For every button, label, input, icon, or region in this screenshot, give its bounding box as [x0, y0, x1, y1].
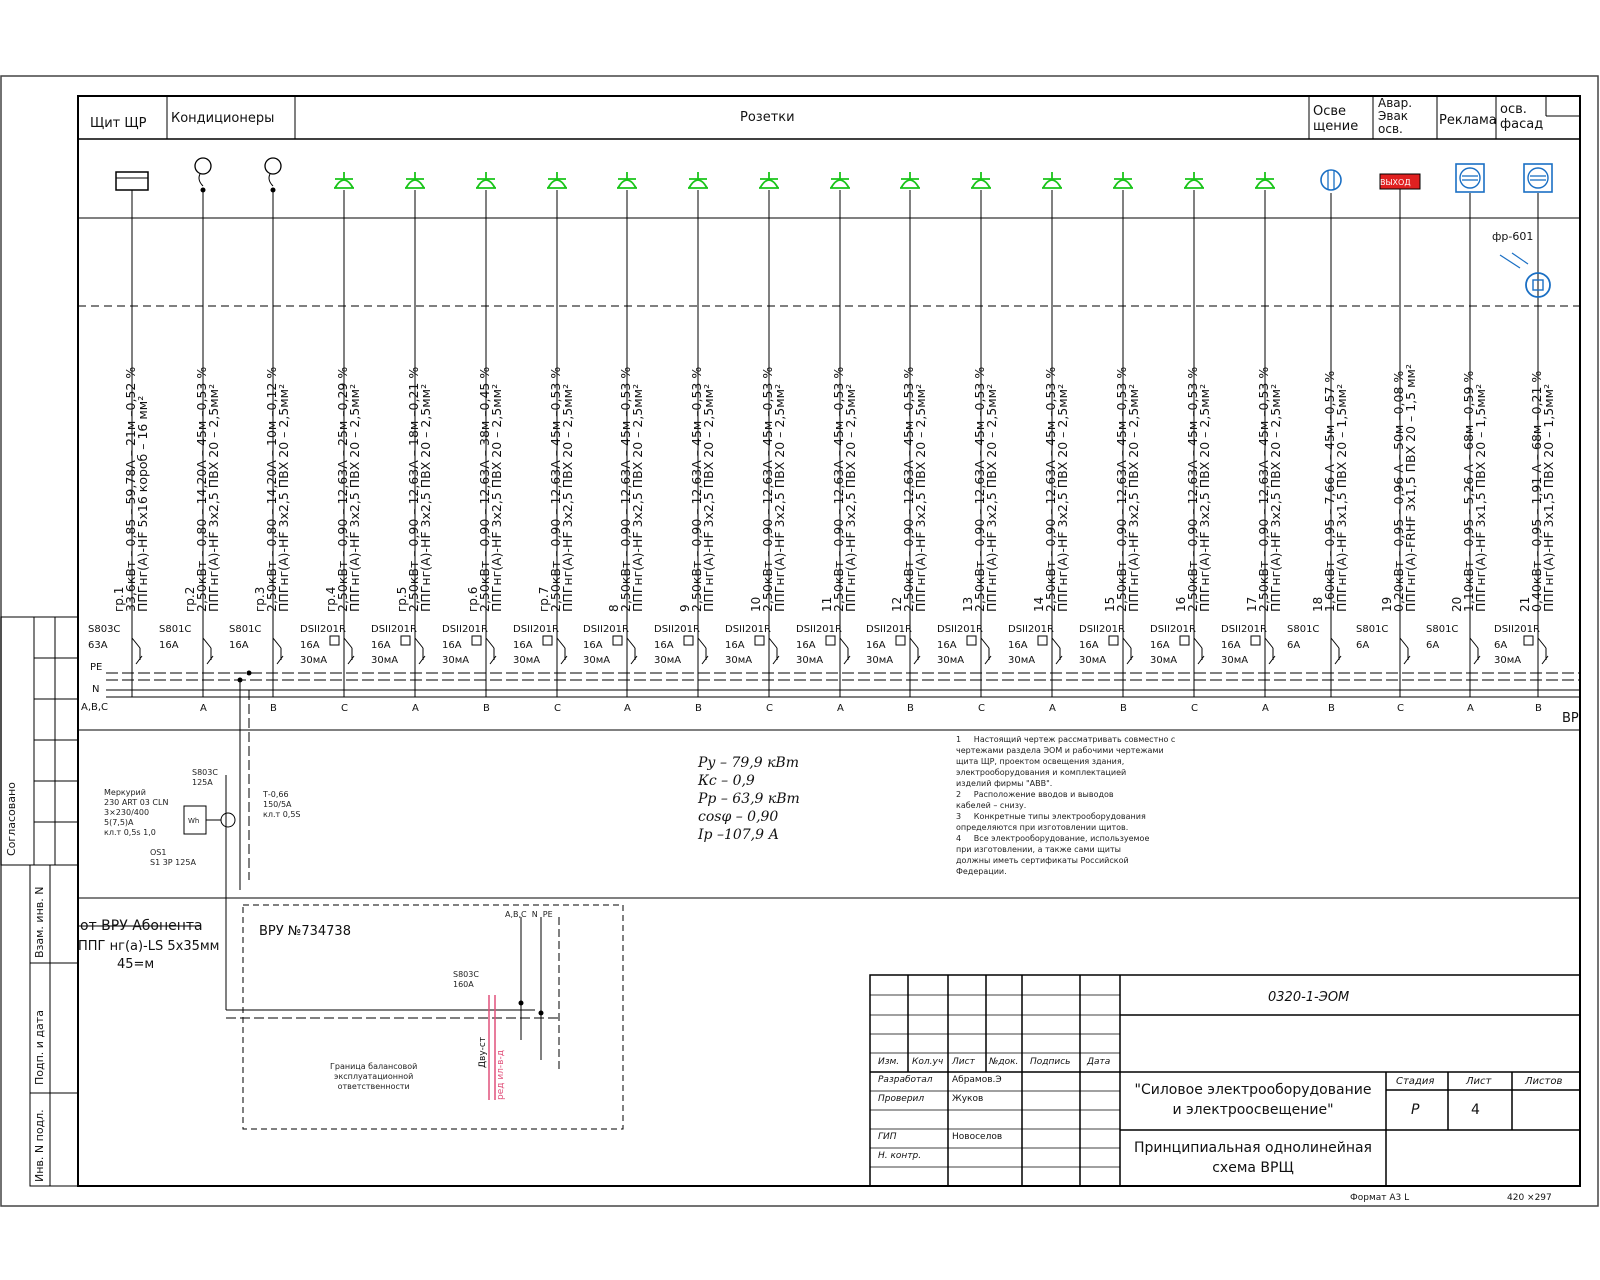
circuit-breaker-rating-10: 16А — [725, 640, 745, 651]
junction-dot — [519, 1001, 524, 1006]
breaker-symbol-13 — [967, 636, 991, 697]
circuit-phase-16: C — [1191, 703, 1198, 714]
circuit-cable-9: ППГнг(А)-HF 3х2,5 ПВХ 20 – 2,5мм² — [701, 383, 716, 612]
header-sockets: Розетки — [740, 110, 795, 125]
boundary-text: Граница балансовой эксплуатационной ответственности — [330, 1062, 418, 1091]
breaker-symbol-14 — [1038, 636, 1062, 697]
load-symbol-8 — [617, 172, 637, 188]
circuit-phase-20: A — [1467, 703, 1474, 714]
circuit-params-12: 2,50кВт – 0,90 – 12,63А – 45м –0,53 % — [901, 366, 916, 612]
circuit-params-7: 2,50кВт – 0,90 – 12,63А – 45м –0,53 % — [548, 366, 563, 612]
circuit-breaker-rating-20: 6А — [1426, 640, 1440, 651]
tb-header-cell: Изм. — [878, 1057, 900, 1067]
circuit-group-6: гр.6 — [466, 586, 480, 612]
note-line: кабелей – снизу. — [956, 801, 1027, 810]
circuit-breaker-rating-14: 16А — [1008, 640, 1028, 651]
circuit-breaker-rating-13: 16А — [937, 640, 957, 651]
load-symbol-1 — [116, 172, 148, 190]
vru-breaker: S803C 160А — [453, 970, 479, 989]
circuit-params-15: 2,50кВт – 0,90 – 12,63А – 45м –0,53 % — [1114, 366, 1129, 612]
circuit-phase-11: A — [837, 703, 844, 714]
header-panel: Щит ЩР — [90, 116, 147, 131]
circuit-phase-18: B — [1328, 703, 1335, 714]
circuit-params-14: 2,50кВт – 0,90 – 12,63А – 45м –0,53 % — [1043, 366, 1058, 612]
breaker-symbol-5 — [401, 636, 425, 697]
circuit-cable-12: ППГнг(А)-HF 3х2,5 ПВХ 20 – 2,5мм² — [913, 383, 928, 612]
circuit-breaker-rating-19: 6А — [1356, 640, 1370, 651]
circuit-group-15: 15 — [1103, 596, 1117, 612]
circuit-params-19: 0,20кВт – 0,95 – 0,96 А – 50м –0,08 % — [1391, 370, 1406, 612]
circuit-breaker-type-4: DSII201R — [300, 624, 346, 635]
circuit-params-20: 1,10кВт – 0,95 – 5,26 А – 68м –0,59 % — [1461, 370, 1476, 612]
breaker-symbol-9 — [684, 636, 708, 697]
breaker-symbol-20 — [1470, 638, 1480, 697]
circuit-rcd-4: 30мА — [300, 655, 328, 666]
load-symbol-5 — [405, 172, 425, 188]
input-cable: ППГ нг(а)-LS 5х35мм — [78, 939, 220, 954]
load-symbol-7 — [547, 172, 567, 188]
load-symbol-16 — [1184, 172, 1204, 188]
load-symbol-6 — [476, 172, 496, 188]
load-symbol-3 — [265, 158, 281, 193]
circuit-cable-2: ППГнг(А)-HF 3х2,5 ПВХ 20 – 2,5мм² — [206, 383, 221, 612]
circuit-params-1: 33,6кВт – 0,85 – 59,78А – 21м –0,52 % — [123, 366, 138, 612]
circuit-params-17: 2,50кВт – 0,90 – 12,63А – 45м –0,53 % — [1256, 366, 1271, 612]
circuit-rcd-10: 30мА — [725, 655, 753, 666]
stamp-agreed: Согласовано — [5, 782, 18, 856]
stamp-sign-date: Подп. и дата — [33, 1010, 46, 1085]
tb-header-cell: Подпись — [1030, 1057, 1071, 1067]
note-line: должны иметь сертификаты Российской — [956, 856, 1129, 865]
circuit-group-17: 17 — [1245, 596, 1259, 612]
breaker-symbol-19 — [1400, 638, 1410, 697]
breaker-symbol-4 — [330, 636, 354, 697]
tb-name: Новоселов — [952, 1132, 1003, 1142]
circuit-rcd-11: 30мА — [796, 655, 824, 666]
boundary-vertical-text: Дву-ст — [478, 1036, 488, 1068]
meter-breaker-top: S803C 125А — [192, 768, 218, 787]
header-advert: Реклама — [1439, 113, 1497, 128]
breaker-symbol-18 — [1331, 638, 1341, 697]
breaker-symbol-3 — [273, 638, 283, 697]
circuit-params-6: 2,50кВт – 0,90 – 12,63А – 38м –0,45 % — [477, 366, 492, 612]
meter-breaker-bottom: OS1 S1 3P 125А — [150, 848, 196, 867]
circuit-phase-2: A — [200, 703, 207, 714]
circuit-rcd-21: 30мА — [1494, 655, 1522, 666]
note-line: электрооборудования и комплектацией — [956, 768, 1127, 777]
circuit-breaker-type-12: DSII201R — [866, 624, 912, 635]
vru-label: ВР — [1562, 711, 1579, 726]
circuit-breaker-rating-12: 16А — [866, 640, 886, 651]
circuit-phase-12: B — [907, 703, 914, 714]
header-lighting: Осве щение — [1313, 104, 1359, 134]
circuit-params-16: 2,50кВт – 0,90 – 12,63А – 45м –0,53 % — [1185, 366, 1200, 612]
junction-dot — [539, 1011, 544, 1016]
circuit-breaker-rating-2: 16А — [159, 640, 179, 651]
footer-size: 420 ×297 — [1507, 1193, 1552, 1203]
circuit-cable-16: ППГнг(А)-HF 3х2,5 ПВХ 20 – 2,5мм² — [1197, 383, 1212, 612]
circuit-breaker-rating-5: 16А — [371, 640, 391, 651]
circuit-group-9: 9 — [678, 604, 692, 612]
circuit-breaker-type-19: S801C — [1356, 624, 1389, 635]
circuit-rcd-15: 30мА — [1079, 655, 1107, 666]
meter-zone — [184, 680, 560, 1018]
circuit-breaker-type-11: DSII201R — [796, 624, 842, 635]
tb-sheet-header: Лист — [1466, 1076, 1492, 1087]
circuit-cable-18: ППГнг(А)-HF 3х1,5 ПВХ 20 – 1,5мм² — [1334, 383, 1349, 612]
circuit-phase-4: C — [341, 703, 348, 714]
circuit-cable-8: ППГнг(А)-HF 3х2,5 ПВХ 20 – 2,5мм² — [630, 383, 645, 612]
circuit-cable-21: ППГнг(А)-HF 3х1,5 ПВХ 20 – 1,5мм² — [1541, 383, 1556, 612]
circuit-group-10: 10 — [749, 596, 763, 612]
breaker-symbol-15 — [1109, 636, 1133, 697]
breaker-symbol-12 — [896, 636, 920, 697]
circuit-group-12: 12 — [890, 596, 904, 612]
breaker-symbol-1 — [132, 638, 142, 697]
header-conditioners: Кондиционеры — [171, 111, 275, 126]
circuit-rcd-7: 30мА — [513, 655, 541, 666]
vru-number: ВРУ №734738 — [259, 924, 351, 939]
pe-bus-label: PE — [90, 662, 103, 673]
circuit-breaker-rating-16: 16А — [1150, 640, 1170, 651]
circuit-params-10: 2,50кВт – 0,90 – 12,63А – 45м –0,53 % — [760, 366, 775, 612]
circuit-breaker-rating-3: 16А — [229, 640, 249, 651]
photo-relay-symbol — [1500, 253, 1550, 297]
circuit-group-19: 19 — [1380, 596, 1394, 612]
circuit-breaker-rating-11: 16А — [796, 640, 816, 651]
breaker-symbol-17 — [1251, 636, 1275, 697]
tb-doc-code: 0320-1-ЭОМ — [1268, 990, 1350, 1005]
circuit-breaker-type-6: DSII201R — [442, 624, 488, 635]
note-line: изделий фирмы "АВВ". — [956, 779, 1053, 788]
circuit-breaker-type-5: DSII201R — [371, 624, 417, 635]
calc-design-current: Iр –107,9 А — [698, 827, 780, 843]
circuit-breaker-type-8: DSII201R — [583, 624, 629, 635]
load-symbol-11 — [830, 172, 850, 188]
tb-name: Жуков — [952, 1094, 984, 1104]
note-line: 2 Расположение вводов и выводов — [956, 790, 1114, 799]
circuit-rcd-12: 30мА — [866, 655, 894, 666]
circuit-rcd-13: 30мА — [937, 655, 965, 666]
circuit-group-8: 8 — [607, 604, 621, 612]
circuit-breaker-type-10: DSII201R — [725, 624, 771, 635]
circuit-cable-3: ППГнг(А)-HF 3х2,5 ПВХ 20 – 2,5мм² — [276, 383, 291, 612]
circuit-breaker-rating-17: 16А — [1221, 640, 1241, 651]
tb-stage: Р — [1411, 1102, 1420, 1118]
circuit-cable-20: ППГнг(А)-HF 3х1,5 ПВХ 20 – 1,5мм² — [1473, 383, 1488, 612]
note-line: 1 Настоящий чертеж рассматривать совместно с — [956, 735, 1176, 744]
footer-format: Формат А3 L — [1350, 1193, 1410, 1203]
circuit-group-20: 20 — [1450, 596, 1464, 612]
circuit-breaker-rating-21: 6А — [1494, 640, 1508, 651]
circuit-cable-14: ППГнг(А)-HF 3х2,5 ПВХ 20 – 2,5мм² — [1055, 383, 1070, 612]
circuit-params-8: 2,50кВт – 0,90 – 12,63А – 45м –0,53 % — [618, 366, 633, 612]
note-line: щита ЩР, проектом освещения здания, — [956, 757, 1125, 766]
circuit-rcd-8: 30мА — [583, 655, 611, 666]
circuit-cable-1: ППГнг(А)-HF 5х16 короб – 16 мм² — [135, 395, 150, 612]
circuit-group-3: гр.3 — [253, 586, 267, 612]
circuit-phase-17: A — [1262, 703, 1269, 714]
load-symbol-9 — [688, 172, 708, 188]
circuit-phase-9: B — [695, 703, 702, 714]
circuit-group-18: 18 — [1311, 596, 1325, 612]
breaker-symbol-8 — [613, 636, 637, 697]
circuit-group-14: 14 — [1032, 596, 1046, 612]
load-symbol-17 — [1255, 172, 1275, 188]
circuit-phase-14: A — [1049, 703, 1056, 714]
circuit-breaker-rating-4: 16А — [300, 640, 320, 651]
circuit-params-18: 1,60кВт – 0,95 – 7,66 А – 45м –0,57 % — [1322, 370, 1337, 612]
circuit-phase-3: B — [270, 703, 277, 714]
load-symbol-2 — [195, 158, 211, 193]
tb-header-cell: Дата — [1087, 1057, 1111, 1067]
circuit-cable-10: ППГнг(А)-HF 3х2,5 ПВХ 20 – 2,5мм² — [772, 383, 787, 612]
circuit-breaker-rating-1: 63А — [88, 640, 108, 651]
header-facade: осв. фасад — [1500, 102, 1544, 132]
circuit-group-2: гр.2 — [183, 586, 197, 612]
circuit-breaker-type-17: DSII201R — [1221, 624, 1267, 635]
circuit-breaker-type-2: S801C — [159, 624, 192, 635]
load-symbol-14 — [1042, 172, 1062, 188]
circuit-breaker-rating-7: 16А — [513, 640, 533, 651]
circuit-phase-8: A — [624, 703, 631, 714]
tb-name: Абрамов.Э — [952, 1075, 1002, 1085]
circuit-params-11: 2,50кВт – 0,90 – 12,63А – 45м –0,53 % — [831, 366, 846, 612]
circuit-phase-13: C — [978, 703, 985, 714]
note-line: при изготовлении, а также сами щиты — [956, 845, 1121, 854]
input-length: 45=м — [117, 957, 155, 972]
load-symbol-15 — [1113, 172, 1133, 188]
circuit-group-21: 21 — [1518, 596, 1532, 612]
tb-role: Н. контр. — [878, 1151, 922, 1161]
tb-stage-header: Стадия — [1396, 1076, 1435, 1087]
circuit-rcd-17: 30мА — [1221, 655, 1249, 666]
breaker-symbol-11 — [826, 636, 850, 697]
circuit-breaker-type-1: S803C — [88, 624, 121, 635]
breaker-symbol-10 — [755, 636, 779, 697]
tb-sheets-header: Листов — [1525, 1076, 1563, 1087]
meter-description: Меркурий 230 ART 03 CLN 3×230/400 5(7,5)А кл.т 0,5s 1,0 — [104, 788, 169, 837]
n-bus-label: N — [92, 684, 100, 695]
stamp-inv-original: Инв. N подл. — [33, 1109, 46, 1182]
note-line: 4 Все электрооборудование, используемое — [956, 834, 1150, 843]
circuit-phase-21: B — [1535, 703, 1542, 714]
breaker-symbol-21 — [1524, 636, 1548, 697]
load-symbol-12 — [900, 172, 920, 188]
tb-sheet-name: Принципиальная однолинейная схема ВРЩ — [1134, 1140, 1372, 1176]
circuit-group-5: гр.5 — [395, 586, 409, 612]
circuit-group-11: 11 — [820, 596, 834, 612]
circuit-cable-4: ППГнг(А)-HF 3х2,5 ПВХ 20 – 2,5мм² — [347, 383, 362, 612]
vru-bus-labels: A,B,C N PE — [505, 910, 553, 919]
circuit-params-21: 0,40кВт – 0,95 – 1,91 А – 68м –0,21 % — [1529, 370, 1544, 612]
circuit-breaker-type-7: DSII201R — [513, 624, 559, 635]
circuit-rcd-14: 30мА — [1008, 655, 1036, 666]
note-line: 3 Конкретные типы электрооборудования — [956, 812, 1146, 821]
tb-header-cell: Кол.уч — [912, 1057, 944, 1067]
bus-junction-dot — [247, 671, 252, 676]
circuit-params-3: 2,50кВт – 0,80 – 14,20А – 10м –0,12 % — [264, 366, 279, 612]
load-symbol-18 — [1321, 170, 1341, 190]
note-line: Федерации. — [956, 867, 1007, 876]
tb-header-cell: №док. — [989, 1057, 1019, 1067]
note-line: определяются при изготовлении щитов. — [956, 823, 1129, 832]
tb-role: Разработал — [878, 1075, 933, 1085]
load-symbol-4 — [334, 172, 354, 188]
load-symbol-20 — [1456, 164, 1484, 192]
circuit-breaker-type-15: DSII201R — [1079, 624, 1125, 635]
circuit-cable-6: ППГнг(А)-HF 3х2,5 ПВХ 20 – 2,5мм² — [489, 383, 504, 612]
phase-bus-label: A,B,C — [81, 702, 109, 713]
circuit-params-9: 2,50кВт – 0,90 – 12,63А – 45м –0,53 % — [689, 366, 704, 612]
tb-project-name: "Силовое электрооборудование и электроосвещение" — [1134, 1082, 1372, 1118]
tb-sheet: 4 — [1471, 1102, 1480, 1118]
header-emergency: Авар. Эвак осв. — [1378, 96, 1413, 136]
circuit-rcd-5: 30мА — [371, 655, 399, 666]
circuit-breaker-rating-6: 16А — [442, 640, 462, 651]
circuit-group-13: 13 — [961, 596, 975, 612]
calc-power-factor: cosφ – 0,90 — [698, 809, 779, 825]
tb-role: Проверил — [878, 1094, 925, 1104]
breaker-symbol-7 — [543, 636, 567, 697]
circuit-breaker-type-3: S801C — [229, 624, 262, 635]
circuit-cable-13: ППГнг(А)-HF 3х2,5 ПВХ 20 – 2,5мм² — [984, 383, 999, 612]
circuit-group-1: гр.1 — [112, 586, 126, 612]
circuit-params-4: 2,50кВт – 0,90 – 12,63А – 25м –0,29 % — [335, 366, 350, 612]
load-symbol-10 — [759, 172, 779, 188]
circuit-breaker-type-16: DSII201R — [1150, 624, 1196, 635]
breaker-symbol-6 — [472, 636, 496, 697]
stamp-inv-replaced: Взам. инв. N — [33, 886, 46, 958]
circuit-cable-11: ППГнг(А)-HF 3х2,5 ПВХ 20 – 2,5мм² — [843, 383, 858, 612]
wh-meter-icon: Wh — [188, 817, 200, 825]
circuit-group-7: гр.7 — [537, 586, 551, 612]
current-transformer-label: Т-0,66 150/5А кл.т 0,5S — [263, 790, 301, 819]
circuit-phase-7: C — [554, 703, 561, 714]
tb-role: ГИП — [878, 1132, 897, 1142]
circuit-breaker-type-13: DSII201R — [937, 624, 983, 635]
circuit-cable-15: ППГнг(А)-HF 3х2,5 ПВХ 20 – 2,5мм² — [1126, 383, 1141, 612]
calc-demand-factor: Кс – 0,9 — [698, 773, 755, 789]
circuit-rcd-9: 30мА — [654, 655, 682, 666]
circuit-rcd-6: 30мА — [442, 655, 470, 666]
circuit-breaker-type-18: S801C — [1287, 624, 1320, 635]
note-line: чертежами раздела ЭОМ и рабочими чертежами — [956, 746, 1164, 755]
circuit-cable-5: ППГнг(А)-HF 3х2,5 ПВХ 20 – 2,5мм² — [418, 383, 433, 612]
circuit-breaker-rating-8: 16А — [583, 640, 603, 651]
boundary-vertical-text-2: ред ил-в-д — [496, 1050, 506, 1100]
circuit-phase-15: B — [1120, 703, 1127, 714]
circuit-params-13: 2,50кВт – 0,90 – 12,63А – 45м –0,53 % — [972, 366, 987, 612]
circuit-phase-5: A — [412, 703, 419, 714]
photo-relay-label: фр-601 — [1492, 230, 1534, 243]
circuit-breaker-type-20: S801C — [1426, 624, 1459, 635]
breaker-symbol-2 — [203, 638, 213, 697]
breaker-symbol-16 — [1180, 636, 1204, 697]
calc-design-power: Рр – 63,9 кВт — [698, 791, 800, 807]
circuit-cable-7: ППГнг(А)-HF 3х2,5 ПВХ 20 – 2,5мм² — [560, 383, 575, 612]
calc-installed-power: Ру – 79,9 кВт — [698, 755, 799, 771]
circuit-breaker-rating-18: 6А — [1287, 640, 1301, 651]
circuit-phase-19: C — [1397, 703, 1404, 714]
load-symbol-21 — [1524, 164, 1552, 192]
circuit-cable-17: ППГнг(А)-HF 3х2,5 ПВХ 20 – 2,5мм² — [1268, 383, 1283, 612]
circuit-breaker-rating-9: 16А — [654, 640, 674, 651]
circuit-phase-6: B — [483, 703, 490, 714]
circuit-group-16: 16 — [1174, 596, 1188, 612]
emergency-exit-sign-text: ВЫХОД — [1380, 178, 1411, 187]
input-from-label: от ВРУ Абонента — [80, 918, 203, 934]
current-transformer-circle — [221, 813, 235, 827]
circuit-breaker-type-14: DSII201R — [1008, 624, 1054, 635]
circuit-breaker-rating-15: 16А — [1079, 640, 1099, 651]
circuit-cable-19: ППГнг(А)-FRHF 3х1,5 ПВХ 20 – 1,5 мм² — [1403, 364, 1418, 612]
circuit-breaker-type-21: DSII201R — [1494, 624, 1540, 635]
circuit-phase-10: C — [766, 703, 773, 714]
load-symbol-13 — [971, 172, 991, 188]
circuit-breaker-type-9: DSII201R — [654, 624, 700, 635]
circuit-rcd-16: 30мА — [1150, 655, 1178, 666]
tb-header-cell: Лист — [952, 1057, 975, 1067]
circuit-params-5: 2,50кВт – 0,90 – 12,63А – 18м –0,21 % — [406, 366, 421, 612]
circuit-params-2: 2,50кВт – 0,80 – 14,20А – 45м –0,53 % — [194, 366, 209, 612]
circuit-group-4: гр.4 — [324, 586, 338, 612]
